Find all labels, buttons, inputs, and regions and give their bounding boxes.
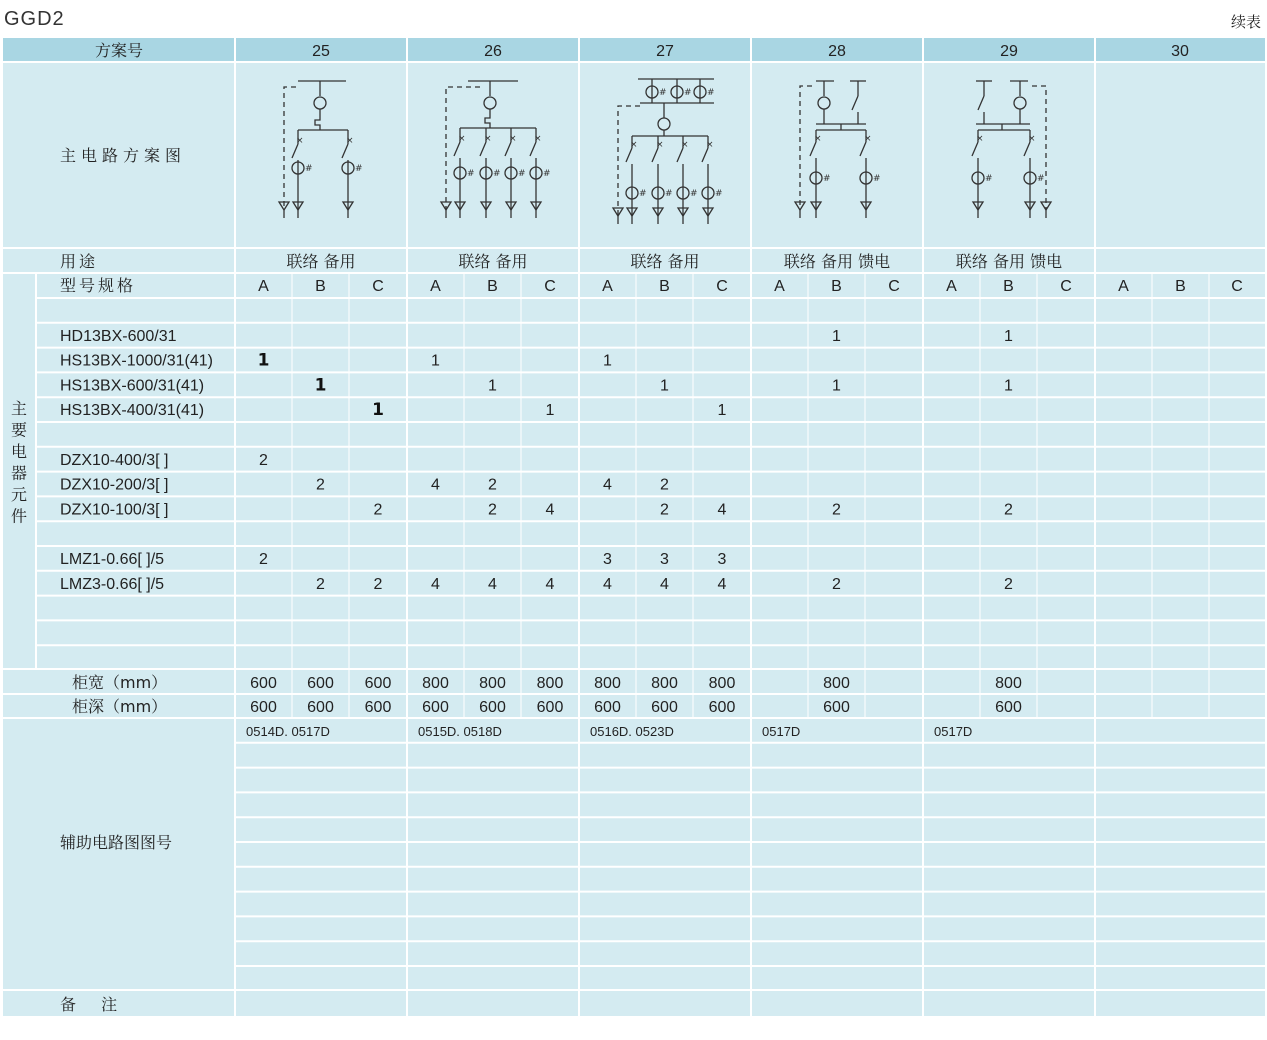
- component-value: 2: [660, 501, 669, 519]
- component-value: 1: [431, 352, 440, 370]
- cabinet-depth-value: 600: [651, 699, 678, 716]
- usage-27: 联络 备用: [630, 252, 700, 271]
- svg-text:#: #: [493, 169, 501, 179]
- svg-text:#: #: [665, 189, 673, 199]
- group-label-char: 主: [10, 399, 28, 418]
- cabinet-width-value: 800: [995, 675, 1022, 692]
- component-value: 1: [1004, 327, 1013, 345]
- svg-text:#: #: [1037, 174, 1045, 184]
- cabinet-depth-value: 600: [364, 699, 392, 716]
- svg-text:#: #: [659, 88, 667, 98]
- component-value: 2: [373, 501, 383, 519]
- svg-text:#: #: [467, 169, 475, 179]
- component-value: 1: [660, 377, 669, 395]
- cabinet-width-label: 柜宽（mm）: [72, 673, 168, 692]
- cabinet-width-value: 800: [536, 675, 564, 692]
- svg-text:×: ×: [630, 140, 638, 150]
- component-value: 2: [316, 476, 325, 494]
- sub-col-c: C: [372, 278, 384, 295]
- sub-col-b: B: [487, 278, 498, 295]
- remarks-label: 备 注: [60, 995, 128, 1014]
- svg-text:×: ×: [706, 140, 714, 150]
- svg-text:×: ×: [458, 134, 466, 144]
- cabinet-width-value: 800: [479, 675, 506, 692]
- group-label-char: 要: [10, 420, 28, 440]
- component-value: 4: [660, 575, 669, 593]
- sub-col-a: A: [1118, 278, 1129, 295]
- component-value: 1: [832, 327, 841, 345]
- component-value: 4: [545, 575, 555, 593]
- component-name: HS13BX-1000/31(41): [60, 352, 213, 370]
- sub-col-a: A: [602, 278, 613, 295]
- usage-25: 联络 备用: [286, 252, 356, 271]
- component-value: 2: [832, 575, 841, 593]
- sub-col-c: C: [544, 278, 556, 295]
- scheme-number-label: 方案号: [94, 41, 144, 60]
- component-value: 4: [488, 575, 497, 593]
- component-name: HD13BX-600/31: [60, 327, 177, 345]
- component-value: 2: [373, 575, 383, 593]
- component-value: 2: [259, 551, 268, 568]
- cabinet-depth-value: 600: [422, 699, 449, 716]
- component-value: 4: [603, 476, 612, 494]
- component-value: 3: [717, 551, 727, 568]
- scheme-number-30: 30: [1171, 43, 1189, 60]
- component-value: 2: [488, 501, 497, 519]
- aux-circuit-code: 0514D. 0517D: [246, 724, 330, 739]
- svg-text:×: ×: [1028, 134, 1036, 144]
- cabinet-width-value: 800: [594, 675, 621, 692]
- svg-text:×: ×: [534, 134, 542, 144]
- svg-text:×: ×: [681, 140, 689, 150]
- model-spec-label: 型号规格: [60, 276, 137, 295]
- sub-col-a: A: [946, 278, 957, 295]
- usage-26: 联络 备用: [458, 252, 528, 271]
- svg-text:#: #: [690, 189, 698, 199]
- cabinet-width-value: 600: [307, 675, 334, 692]
- component-value: 4: [717, 575, 727, 593]
- component-value: 4: [603, 575, 612, 593]
- sub-col-b: B: [1003, 278, 1014, 295]
- cabinet-width-value: 600: [250, 675, 277, 692]
- component-value: 4: [431, 575, 440, 593]
- sub-col-c: C: [716, 278, 728, 295]
- cabinet-width-value: 800: [651, 675, 678, 692]
- sub-col-b: B: [1175, 278, 1186, 295]
- component-value: 2: [1004, 575, 1013, 593]
- svg-text:#: #: [715, 189, 723, 199]
- component-name: DZX10-200/3[ ]: [60, 476, 169, 494]
- component-value: 2: [316, 575, 325, 593]
- component-name: LMZ1-0.66[ ]/5: [60, 551, 165, 568]
- svg-text:×: ×: [509, 134, 517, 144]
- scheme-number-29: 29: [1000, 43, 1018, 60]
- cabinet-width-value: 800: [823, 675, 850, 692]
- main-circuit-label: 主电路方案图: [60, 146, 187, 165]
- aux-circuit-code: 0517D: [762, 724, 801, 739]
- component-name: DZX10-100/3[ ]: [60, 501, 169, 519]
- aux-circuit-code: 0515D. 0518D: [418, 724, 502, 739]
- component-value: 2: [1004, 501, 1013, 519]
- svg-text:#: #: [707, 88, 715, 98]
- sub-col-a: A: [774, 278, 785, 295]
- svg-text:×: ×: [484, 134, 492, 144]
- component-value: 1: [717, 402, 727, 420]
- component-value: 4: [431, 476, 440, 494]
- svg-text:#: #: [543, 169, 551, 179]
- svg-text:#: #: [639, 189, 647, 199]
- cabinet-depth-value: 600: [708, 699, 736, 716]
- component-value: 1: [488, 377, 497, 395]
- component-name: LMZ3-0.66[ ]/5: [60, 575, 165, 593]
- sub-col-a: A: [430, 278, 441, 295]
- scheme-number-28: 28: [828, 43, 846, 60]
- series-title: GGD2: [4, 8, 65, 30]
- cabinet-depth-value: 600: [995, 699, 1022, 716]
- usage-29: 联络 备用 馈电: [955, 252, 1063, 271]
- svg-text:#: #: [355, 164, 363, 174]
- cabinet-width-value: 800: [708, 675, 736, 692]
- scheme-number-25: 25: [312, 43, 330, 60]
- aux-circuit-label: 辅助电路图图号: [60, 833, 173, 852]
- scheme-number-27: 27: [656, 43, 674, 60]
- component-value: 1: [832, 377, 841, 395]
- cabinet-width-value: 600: [364, 675, 392, 692]
- svg-text:×: ×: [296, 136, 304, 146]
- component-value: 2: [660, 476, 669, 494]
- continued-label: 续表: [1230, 13, 1261, 31]
- svg-text:#: #: [823, 174, 831, 184]
- group-label-char: 器: [10, 463, 28, 483]
- aux-circuit-code: 0516D. 0523D: [590, 724, 674, 739]
- sub-col-c: C: [888, 278, 900, 295]
- svg-text:#: #: [518, 169, 526, 179]
- sub-col-c: C: [1231, 278, 1243, 295]
- component-value: 1: [603, 352, 612, 370]
- cabinet-depth-value: 600: [250, 699, 277, 716]
- sub-col-c: C: [1060, 278, 1072, 295]
- svg-text:×: ×: [656, 140, 664, 150]
- component-value: 1: [1004, 377, 1013, 395]
- cabinet-width-value: 800: [422, 675, 449, 692]
- cabinet-depth-value: 600: [479, 699, 506, 716]
- svg-text:×: ×: [814, 134, 822, 144]
- svg-text:×: ×: [346, 136, 354, 146]
- svg-text:#: #: [684, 88, 692, 98]
- component-name: DZX10-400/3[ ]: [60, 451, 169, 469]
- component-name: HS13BX-400/31(41): [60, 402, 205, 420]
- cabinet-depth-value: 600: [536, 699, 564, 716]
- component-value: 3: [660, 551, 669, 568]
- component-value: 4: [545, 501, 555, 519]
- group-label-char: 电: [10, 442, 28, 461]
- component-value: 1: [257, 350, 270, 371]
- scheme-number-26: 26: [484, 43, 502, 60]
- component-value: 1: [545, 402, 555, 420]
- group-label-char: 元: [10, 485, 28, 504]
- usage-label: 用途: [60, 252, 99, 271]
- sub-col-b: B: [831, 278, 842, 295]
- table-body-bg: [3, 62, 1265, 1016]
- sub-col-a: A: [258, 278, 269, 295]
- cabinet-depth-value: 600: [823, 699, 850, 716]
- cabinet-depth-value: 600: [307, 699, 334, 716]
- usage-28: 联络 备用 馈电: [783, 252, 891, 271]
- component-name: HS13BX-600/31(41): [60, 377, 205, 395]
- component-value: 3: [603, 551, 612, 568]
- component-value: 2: [259, 451, 268, 469]
- group-label-char: 件: [10, 506, 28, 526]
- header-row-bg: [3, 38, 1265, 62]
- component-value: 1: [372, 400, 384, 421]
- component-value: 2: [488, 476, 497, 494]
- cabinet-depth-value: 600: [594, 699, 621, 716]
- svg-text:#: #: [873, 174, 881, 184]
- component-value: 1: [314, 375, 327, 396]
- svg-text:#: #: [985, 174, 993, 184]
- sub-col-b: B: [659, 278, 670, 295]
- svg-text:×: ×: [976, 134, 984, 144]
- sub-col-b: B: [315, 278, 326, 295]
- component-value: 2: [832, 501, 841, 519]
- cabinet-depth-label: 柜深（mm）: [72, 697, 168, 716]
- aux-circuit-code: 0517D: [934, 724, 973, 739]
- svg-text:#: #: [305, 164, 313, 174]
- svg-text:×: ×: [864, 134, 872, 144]
- component-value: 4: [717, 501, 727, 519]
